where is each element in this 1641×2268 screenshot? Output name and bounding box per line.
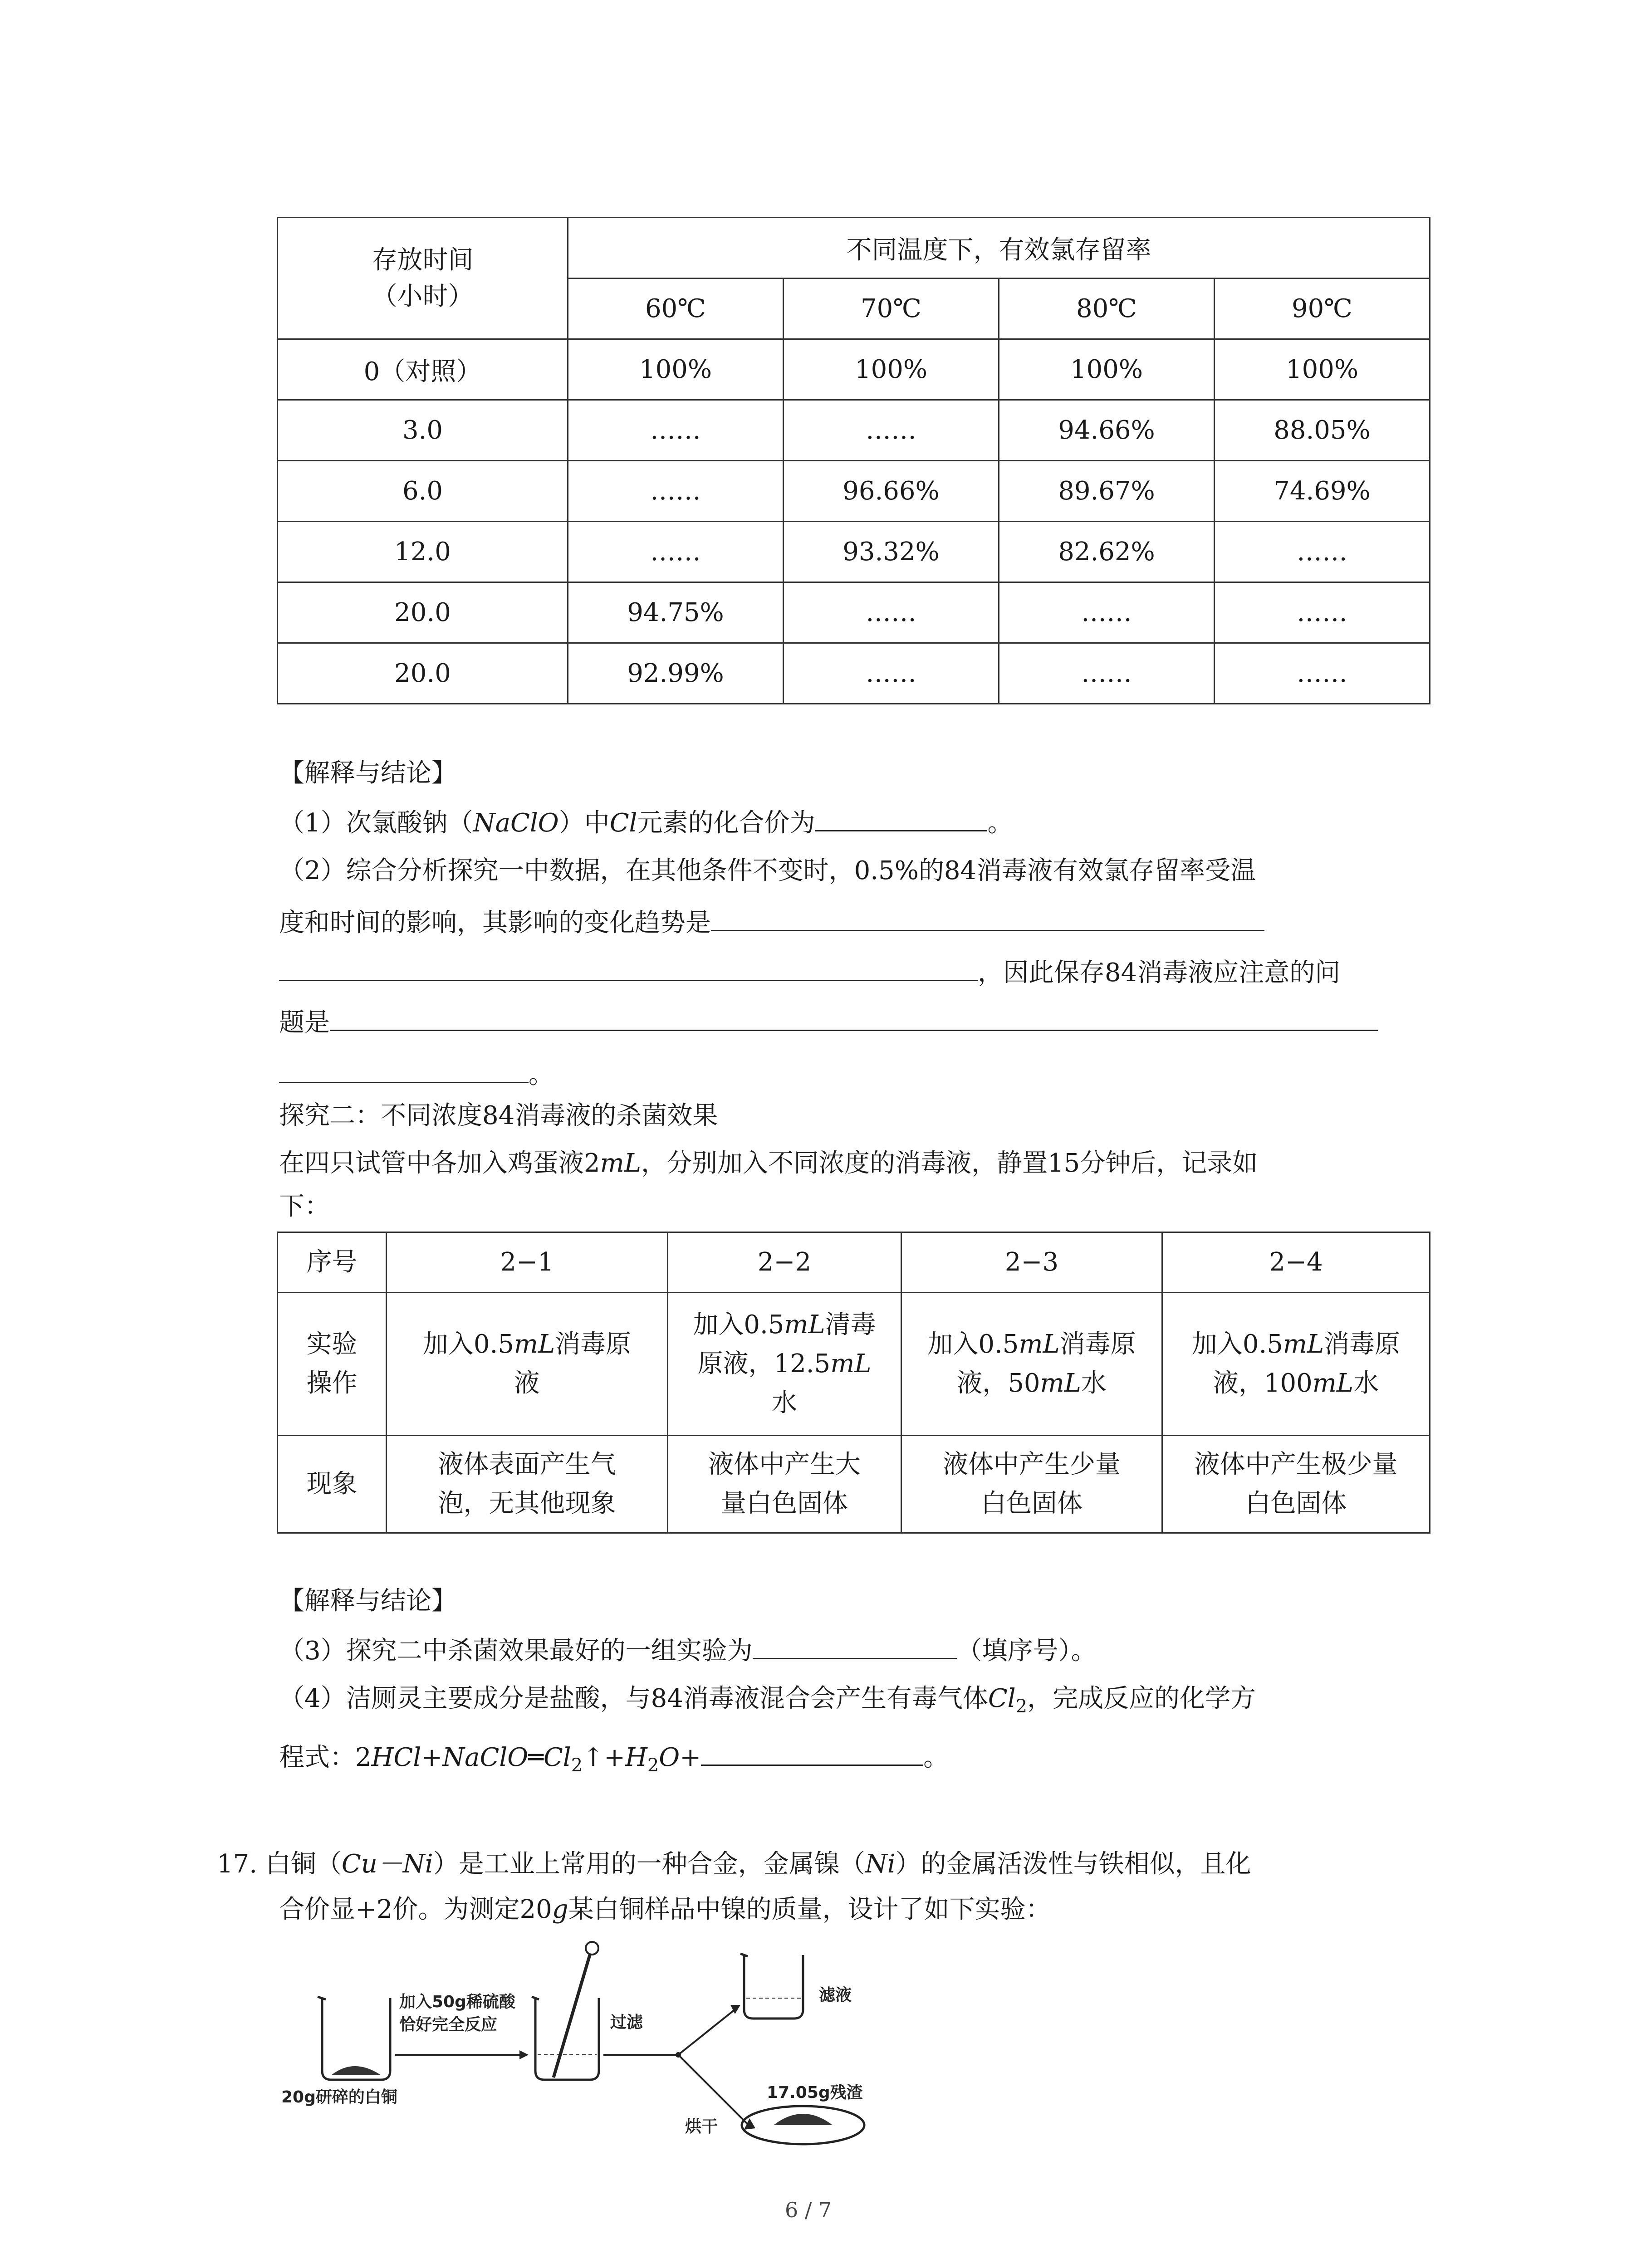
add-acid-label: 加入50g稀硫酸 xyxy=(399,1993,515,2011)
explore2-title: 探究二：不同浓度84消毒液的杀菌效果 xyxy=(279,1101,718,1130)
group-header: 不同温度下，有效氯存留率 xyxy=(568,218,1430,279)
id-cell: 2−4 xyxy=(1162,1232,1430,1293)
value-cell: 100% xyxy=(784,339,999,400)
time-cell: 12.0 xyxy=(278,522,568,582)
time-cell: 6.0 xyxy=(278,461,568,522)
q1-end: 。 xyxy=(987,808,1013,838)
table-row xyxy=(278,1293,1430,1436)
q17-formula: Cu－Ni xyxy=(341,1849,433,1879)
op-unit: mL xyxy=(1019,1330,1060,1359)
q17-text: 某白铜样品中镍的质量，设计了如下实验： xyxy=(568,1895,1051,1924)
q17-text: 合价显+2价。为测定20 xyxy=(279,1895,552,1924)
value-cell: 94.66% xyxy=(999,400,1215,461)
value-cell: …… xyxy=(999,582,1215,643)
phen-text: 液体中产生少量 xyxy=(943,1450,1121,1479)
experiment-diagram xyxy=(272,1919,953,2168)
value-cell: …… xyxy=(568,461,784,522)
id-cell: 2−3 xyxy=(901,1232,1162,1293)
temp-header: 70℃ xyxy=(784,279,999,339)
q1-text: （1）次氯酸钠（ xyxy=(279,808,473,838)
value-cell: 100% xyxy=(1215,339,1430,400)
q3-text: （3）探究二中杀菌效果最好的一组实验为 xyxy=(279,1636,753,1666)
dry-label: 烘干 xyxy=(685,2117,718,2136)
op-text: 清毒 xyxy=(825,1310,876,1339)
time-header xyxy=(278,218,568,339)
value-cell: …… xyxy=(784,643,999,704)
operation-cell xyxy=(901,1293,1162,1436)
table-row xyxy=(278,400,1430,461)
value-cell: …… xyxy=(999,643,1215,704)
q17-text: ）是工业上常用的一种合金，金属镍（ xyxy=(433,1849,865,1879)
page-number: 6 / 7 xyxy=(785,2198,832,2222)
op-text: 消毒原 xyxy=(1324,1330,1401,1359)
value-cell: 93.32% xyxy=(784,522,999,582)
q4-subscript: 2 xyxy=(1015,1696,1028,1717)
time-cell: 20.0 xyxy=(278,643,568,704)
q2-text: 度和时间的影响，其影响的变化趋势是 xyxy=(279,908,711,938)
op-text: 液，50 xyxy=(957,1369,1040,1398)
q2-text: 题是 xyxy=(279,1008,330,1037)
op-text: 水 xyxy=(772,1388,797,1418)
value-cell: …… xyxy=(568,400,784,461)
value-cell: …… xyxy=(1215,582,1430,643)
op-text: 消毒原 xyxy=(1059,1330,1136,1359)
op-text: 原液，12.5 xyxy=(697,1349,831,1378)
phen-text: 液体中产生极少量 xyxy=(1194,1450,1398,1479)
phenomenon-header: 现象 xyxy=(278,1436,387,1533)
op-unit: mL xyxy=(830,1349,872,1378)
phenomenon-cell xyxy=(387,1436,668,1533)
value-cell: …… xyxy=(784,582,999,643)
question-4-line1 xyxy=(279,1681,1256,1725)
phen-text: 量白色固体 xyxy=(721,1489,848,1518)
seq-header: 序号 xyxy=(278,1232,387,1293)
op-text: 液，100 xyxy=(1213,1369,1313,1398)
op-text: 加入0.5 xyxy=(693,1310,784,1339)
q4-text: 程式：2 xyxy=(279,1743,372,1772)
question-1 xyxy=(279,803,1013,841)
op-text: 水 xyxy=(1353,1369,1379,1398)
op-text: 加入0.5 xyxy=(422,1330,514,1359)
question-3 xyxy=(279,1631,1097,1669)
time-cell: 3.0 xyxy=(278,400,568,461)
retention-table xyxy=(277,217,1430,704)
temp-header: 60℃ xyxy=(568,279,784,339)
answer-blank[interactable] xyxy=(711,903,1264,931)
table-row xyxy=(278,522,1430,582)
time-cell: 0（对照） xyxy=(278,339,568,400)
q1-element: Cl xyxy=(609,808,637,838)
table-row xyxy=(278,1232,1430,1293)
q17-text: ）的金属活泼性与铁相似，且化 xyxy=(895,1849,1251,1879)
operation-cell xyxy=(387,1293,668,1436)
q4-subscript: 2 xyxy=(571,1755,583,1776)
phenomenon-cell xyxy=(901,1436,1162,1533)
q4-equals: ═ xyxy=(528,1743,544,1772)
op-text: 加入0.5 xyxy=(1191,1330,1283,1359)
q4-text: ，完成反应的化学方 xyxy=(1027,1684,1256,1713)
rod-tip-icon xyxy=(586,1942,598,1955)
question-2-line5 xyxy=(279,1055,554,1093)
temp-header: 90℃ xyxy=(1215,279,1430,339)
beaker-icon xyxy=(740,1954,803,2019)
question-2-line4 xyxy=(279,1002,1378,1041)
op-text: 消毒原 xyxy=(555,1330,632,1359)
op-unit: mL xyxy=(1040,1369,1081,1398)
q4-formula: H xyxy=(625,1743,647,1772)
answer-blank[interactable] xyxy=(279,1055,529,1083)
phen-text: 泡，无其他现象 xyxy=(438,1489,616,1518)
value-cell: …… xyxy=(1215,522,1430,582)
op-unit: mL xyxy=(1312,1369,1354,1398)
q1-text: 元素的化合价为 xyxy=(637,808,815,838)
value-cell: 88.05% xyxy=(1215,400,1430,461)
op-text: 水 xyxy=(1081,1369,1107,1398)
question-number: 17. xyxy=(217,1849,258,1879)
id-cell: 2−2 xyxy=(668,1232,901,1293)
answer-blank[interactable] xyxy=(279,953,978,981)
operation-cell xyxy=(1162,1293,1430,1436)
q17-unit: g xyxy=(552,1895,568,1924)
value-cell: …… xyxy=(568,522,784,582)
id-cell: 2−1 xyxy=(387,1232,668,1293)
value-cell: 100% xyxy=(568,339,784,400)
phenomenon-cell xyxy=(668,1436,901,1533)
q4-formula: Cl xyxy=(988,1684,1016,1713)
op-text: 加入0.5 xyxy=(927,1330,1019,1359)
op-header-2: 操作 xyxy=(306,1369,358,1398)
q17-formula: Ni xyxy=(865,1849,896,1879)
table-row xyxy=(278,582,1430,643)
table-row xyxy=(278,643,1430,704)
q2-end: 。 xyxy=(529,1060,554,1090)
time-header-label: 存放时间 xyxy=(372,245,474,275)
intro-unit: mL xyxy=(600,1149,641,1178)
sample-label: 20g研碎的白铜 xyxy=(281,2088,397,2107)
arrowhead-icon xyxy=(519,2050,529,2059)
question-17-line1 xyxy=(217,1846,1251,1882)
temp-header: 80℃ xyxy=(999,279,1215,339)
value-cell: …… xyxy=(1215,643,1430,704)
reaction-label: 恰好完全反应 xyxy=(399,2015,498,2034)
intro-text: 在四只试管中各加入鸡蛋液2 xyxy=(279,1149,600,1178)
intro-text: ，分别加入不同浓度的消毒液，静置15分钟后，记录如 xyxy=(641,1149,1258,1178)
table-row xyxy=(278,339,1430,400)
phen-text: 白色固体 xyxy=(1245,1489,1347,1518)
arrow-icon xyxy=(678,2009,735,2055)
question-2-line2 xyxy=(279,903,1264,941)
value-cell: 92.99% xyxy=(568,643,784,704)
question-2-line1: （2）综合分析探究一中数据，在其他条件不变时，0.5%的84消毒液有效氯存留率受温 xyxy=(279,856,1256,885)
operation-header xyxy=(278,1293,387,1436)
value-cell: 74.69% xyxy=(1215,461,1430,522)
section-heading: 【解释与结论】 xyxy=(279,1586,457,1616)
answer-blank[interactable] xyxy=(330,1002,1378,1031)
arrowhead-icon xyxy=(744,2118,755,2130)
stirring-rod-icon xyxy=(554,1955,590,2077)
table-row xyxy=(278,461,1430,522)
explore2-intro-end: 下： xyxy=(279,1192,330,1221)
phen-text: 白色固体 xyxy=(981,1489,1083,1518)
residue-label: 17.05g残渣 xyxy=(767,2083,863,2102)
q4-up-arrow: ↑+ xyxy=(583,1743,625,1772)
experiment-table xyxy=(277,1232,1430,1534)
q4-formula: Cl xyxy=(543,1743,571,1772)
q4-text: （4）洁厕灵主要成分是盐酸，与84消毒液混合会产生有毒气体 xyxy=(279,1684,988,1713)
value-cell: 96.66% xyxy=(784,461,999,522)
filter-label: 过滤 xyxy=(610,2013,643,2032)
value-cell: …… xyxy=(784,400,999,461)
op-unit: mL xyxy=(514,1330,555,1359)
op-unit: mL xyxy=(1283,1330,1324,1359)
value-cell: 89.67% xyxy=(999,461,1215,522)
explore2-intro xyxy=(279,1145,1258,1182)
section-heading: 【解释与结论】 xyxy=(279,758,457,788)
q1-text: ）中 xyxy=(558,808,610,838)
answer-blank[interactable] xyxy=(753,1631,957,1659)
operation-cell xyxy=(668,1293,901,1436)
answer-blank[interactable] xyxy=(815,803,987,831)
table-row xyxy=(278,1436,1430,1533)
q4-end: 。 xyxy=(923,1743,949,1772)
value-cell: 94.75% xyxy=(568,582,784,643)
q2-text: ，因此保存84消毒液应注意的问 xyxy=(978,958,1341,987)
time-cell: 20.0 xyxy=(278,582,568,643)
q1-formula: NaClO xyxy=(473,808,559,838)
value-cell: 100% xyxy=(999,339,1215,400)
answer-blank[interactable] xyxy=(701,1737,923,1766)
sample-solid-icon xyxy=(331,2066,381,2075)
value-cell: 82.62% xyxy=(999,522,1215,582)
arrow-icon xyxy=(678,2055,749,2125)
phenomenon-cell xyxy=(1162,1436,1430,1533)
filtrate-label: 滤液 xyxy=(819,1986,852,2004)
q17-text: 白铜（ xyxy=(265,1849,342,1879)
q4-subscript: 2 xyxy=(647,1755,659,1776)
op-unit: mL xyxy=(784,1310,825,1339)
question-4-line2 xyxy=(279,1737,949,1784)
q3-text: （填序号）。 xyxy=(956,1636,1097,1666)
phen-text: 液体表面产生气 xyxy=(438,1450,616,1479)
q4-formula: HCl+NaClO xyxy=(371,1743,529,1772)
question-2-line3 xyxy=(279,953,1340,991)
residue-icon xyxy=(774,2114,833,2125)
time-header-unit: （小时） xyxy=(372,281,474,311)
phen-text: 液体中产生大 xyxy=(708,1450,861,1479)
op-text: 液 xyxy=(514,1369,540,1398)
op-header-1: 实验 xyxy=(306,1330,358,1359)
q4-formula: O+ xyxy=(659,1743,701,1772)
